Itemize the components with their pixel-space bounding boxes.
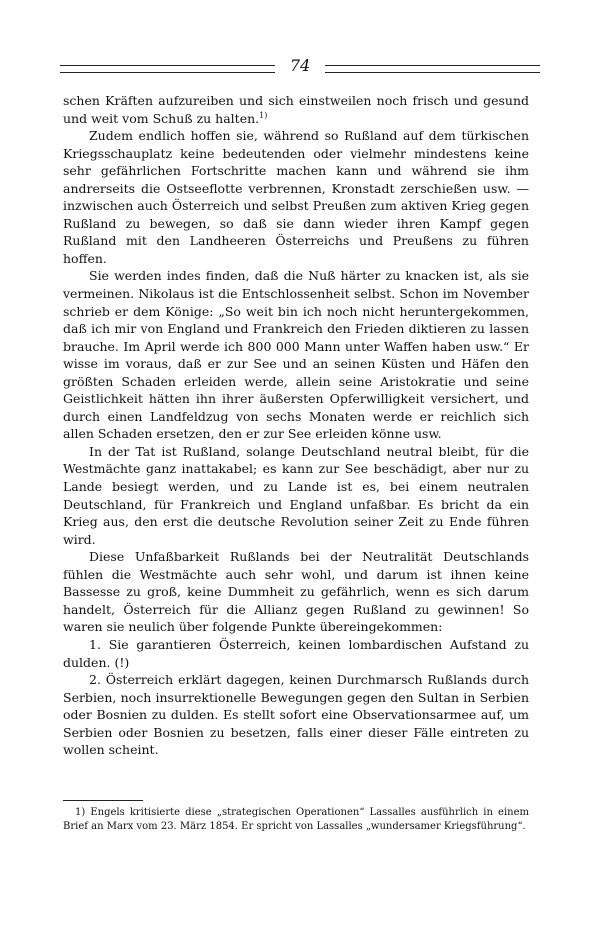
paragraph-1-text: schen Kräften aufzureiben und sich einstweilen noch frisch und gesund und weit vom Schuß zu halten. (63, 93, 529, 126)
paragraph-5: Diese Unfaßbarkeit Rußlands bei der Neutralität Deutschlands fühlen die Westmächte auch sehr wohl, und darum ist ihnen keine Bassesse zu groß, keine Dummheit zu gefährlich, wenn es sich darum handelt, Österreich für die Allianz gegen Rußland zu gewinnen! So waren sie neulich über folgende Punkte übereingekommen: (63, 549, 529, 635)
paragraph-1 (63, 92, 529, 127)
footnote-marker: 1) (259, 110, 268, 120)
body-text (63, 92, 529, 759)
paragraph-3: Sie werden indes finden, daß die Nuß härter zu knacken ist, als sie vermeinen. Nikolaus ist die Entschlossenheit selbst. Schon im November schrieb er dem Könige: „So weit bin ich noch nicht heruntergekommen, daß ich mir von England und Frankreich den Frieden diktieren zu lassen brauche. Im April werde ich 800 000 Mann unter Waffen haben usw.“ Er wisse im voraus, daß er zur See und an seinen Küsten und Häfen den größten Schaden erleiden werde, allein seine Aristokratie und seine Geistlichkeit hätten ihn ihrer äußersten Opferwilligkeit versichert, und durch einen Landfeldzug von sechs Monaten werde er reichlich sich allen Schaden ersetzen, den er zur See erleiden könne usw. (63, 268, 529, 442)
footnote-text: 1) Engels kritisierte diese „strategischen Operationen“ Lassalles ausführlich in einem Brief an Marx vom 23. März 1854. Er spricht von Lassalles „wundersamer Kriegsführung“. (63, 807, 529, 832)
paragraph-4: In der Tat ist Rußland, solange Deutschland neutral bleibt, für die Westmächte ganz inattakabel; es kann zur See beschädigt, aber nur zu Lande besiegt werden, und zu Lande ist es, bei einem neutralen Deutschland, für Frankreich und England unfaßbar. Es bricht da ein Krieg aus, den erst die deutsche Revolution seiner Zeit zu Ende führen wird. (63, 443, 529, 547)
paragraph-2: Zudem endlich hoffen sie, während so Rußland auf dem türkischen Kriegsschauplatz keine bedeutenden oder vielmehr mindestens keine sehr gefährlichen Fortschritte machen kann und während sie ihm andrerseits die Ostseeflotte verbrennen, Kronstadt zerschießen usw. — inzwischen auch Österreich und selbst Preußen zum aktiven Krieg gegen Rußland zu bewegen, so daß sie dann wieder ihren Kampf gegen Rußland mit den Landheeren Österreichs und Preußens zu führen hoffen. (63, 128, 529, 266)
footnote (63, 806, 529, 833)
header-rule-right (325, 65, 540, 73)
page-number: 74 (289, 56, 311, 75)
list-item-1: 1. Sie garantieren Österreich, keinen lombardischen Aufstand zu dulden. (!) (63, 636, 529, 670)
footnote-rule (63, 800, 143, 801)
page-header (60, 56, 540, 86)
list-item-2: 2. Österreich erklärt dagegen, keinen Durchmarsch Rußlands durch Serbien, noch insurrektionelle Bewegungen gegen den Sultan in Serbien oder Bosnien zu dulden. Es stellt sofort eine Observationsarmee auf, um Serbien oder Bosnien zu besetzen, falls einer dieser Fälle eintreten zu wollen scheint. (63, 672, 529, 758)
